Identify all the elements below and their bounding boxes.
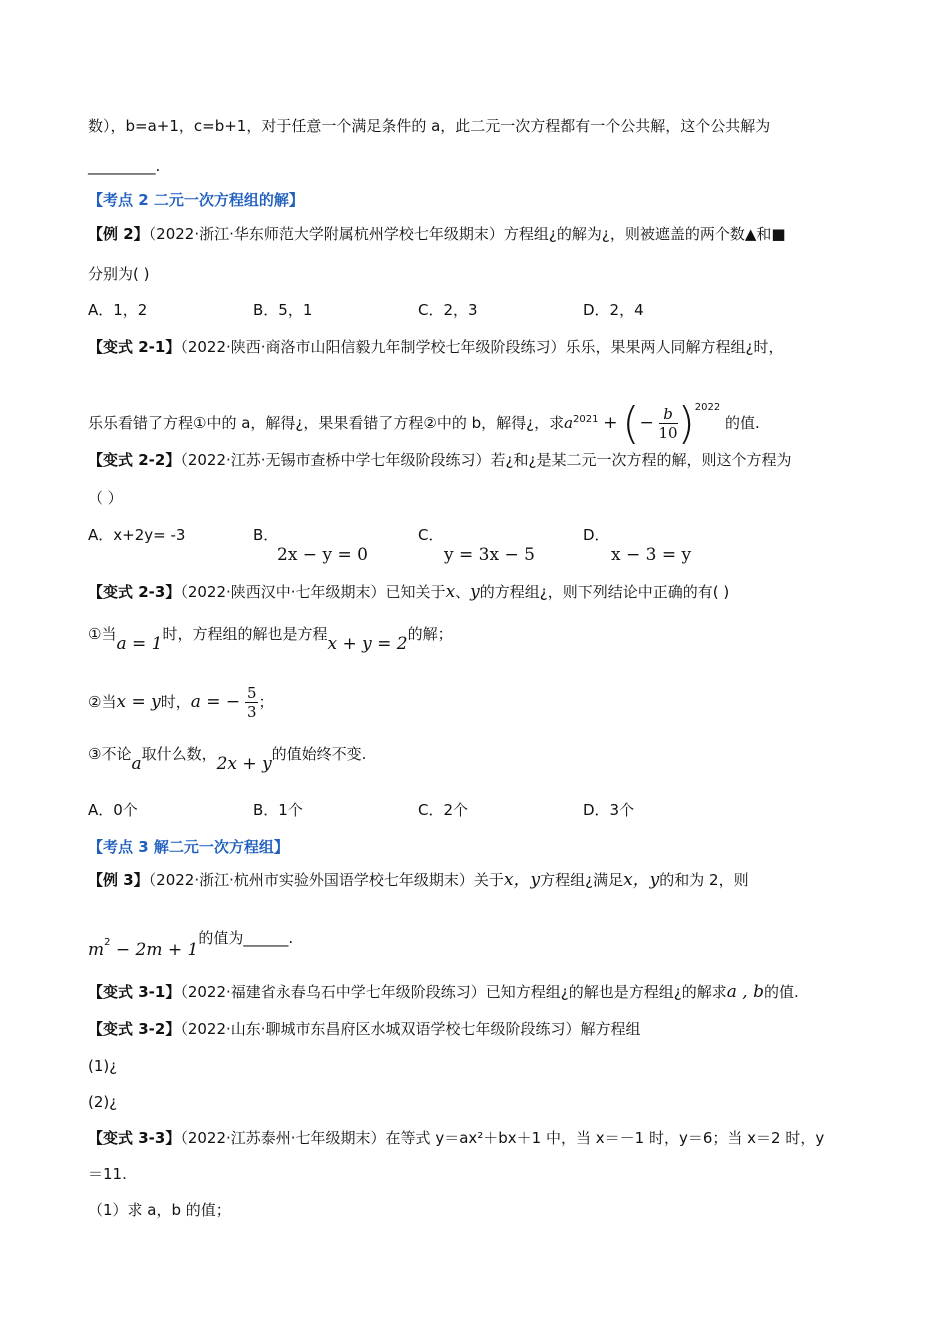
- expression-exponent: 2: [104, 937, 111, 948]
- variant-3-3-line2: ＝11.: [88, 1165, 127, 1183]
- variant-2-1-source: （2022·陕西·商洛市山阳信毅九年制学校七年级阶段练习）: [180, 338, 566, 356]
- statement-3: [88, 744, 366, 774]
- expression-rest: − 2m + 1: [110, 940, 199, 960]
- variant-2-3-line1: [88, 582, 729, 602]
- variant-3-2-part-2: (2)¿: [88, 1093, 118, 1111]
- statement-3-middle: 取什么数，: [141, 745, 217, 763]
- fraction-denominator: 3: [246, 703, 257, 721]
- example-2-option-b[interactable]: B．5，1: [253, 301, 313, 319]
- section-2-title: 【考点 2 二元一次方程组的解】: [88, 191, 304, 209]
- var-x: x: [445, 582, 456, 602]
- example-3-label: 【例 3】: [88, 871, 149, 889]
- variant-2-3-label: 【变式 2-3】: [88, 583, 181, 601]
- intro-answer-blank: _________.: [88, 157, 161, 175]
- variant-2-2-option-b[interactable]: [253, 525, 368, 565]
- option-d-label: D．: [583, 526, 610, 544]
- variant-2-2-line2: （ ）: [88, 489, 123, 507]
- example-3-y: y: [530, 870, 541, 890]
- variant-2-2-line1: [88, 450, 791, 470]
- variant-2-1-text: 乐乐，果果两人同解方程组¿时，: [565, 338, 784, 356]
- variant-3-2-line: [88, 1019, 641, 1039]
- fraction-denominator: 10: [658, 424, 678, 442]
- statement-2: [88, 682, 274, 722]
- statement-2-suffix: ；: [258, 693, 274, 711]
- example-2-option-c[interactable]: C．2，3: [418, 301, 478, 319]
- statement-3-prefix: ③不论: [88, 745, 132, 763]
- example-2-text: 方程组¿的解为¿，则被遮盖的两个数▲和■: [503, 225, 786, 243]
- variant-2-1-label: 【变式 2-1】: [88, 338, 181, 356]
- variant-2-1-text2a: 乐乐看错了方程①中的 a，解得¿，果果看错了方程②中的 b，解得¿，求: [88, 414, 565, 432]
- a-base: a: [564, 414, 574, 432]
- variant-2-2-option-a[interactable]: A．x+2y= -3: [88, 526, 186, 544]
- separator: 、: [455, 583, 471, 601]
- option-b-equation: 2x − y = 0: [277, 545, 368, 565]
- statement-1-math: a = 1: [116, 634, 163, 654]
- example-3-t1: 关于: [473, 871, 504, 889]
- statement-1-suffix: 的解；: [407, 625, 453, 643]
- example-2-line1: [88, 224, 786, 244]
- statement-3-suffix: 的值始终不变.: [271, 745, 367, 763]
- fraction-b-over-10: [659, 405, 678, 442]
- variant-3-1-tail: 的值.: [763, 983, 799, 1001]
- variant-3-1-ab: a , b: [726, 982, 764, 1002]
- variant-3-2-source: （2022·山东·聊城市东昌府区水城双语学校七年级阶段练习）: [180, 1020, 581, 1038]
- example-3-t2: 方程组¿满足: [540, 871, 624, 889]
- statement-2-middle: 时，: [160, 693, 191, 711]
- variant-2-3-source: （2022·陕西汉中·七年级期末）: [180, 583, 386, 601]
- statement-1: [88, 624, 453, 654]
- variant-2-2-source: （2022·江苏·无锡市查桥中学七年级阶段练习）: [180, 451, 491, 469]
- example-2-label: 【例 2】: [88, 225, 149, 243]
- option-b-label: B．: [253, 526, 279, 544]
- example-3-x: x，: [503, 870, 531, 890]
- paren-exponent: 2022: [694, 402, 721, 413]
- example-3-line1: [88, 870, 749, 890]
- variant-3-1-line: [88, 982, 799, 1002]
- variant-3-3-source: （2022·江苏泰州·七年级期末）: [180, 1129, 386, 1147]
- statement-2-math2: a = −: [190, 692, 241, 712]
- statement-1-prefix: ①当: [88, 625, 117, 643]
- variant-2-2-option-d[interactable]: [583, 525, 691, 565]
- intro-line: 数），b=a+1，c=b+1，对于任意一个满足条件的 a，此二元一次方程都有一个公共解，这个公共解为: [88, 117, 771, 135]
- option-c-label: C．: [418, 526, 444, 544]
- variant-3-3-line1: [88, 1128, 824, 1148]
- example-3-tail: 的值为______.: [198, 929, 294, 947]
- minus-sign: −: [639, 413, 654, 433]
- variant-2-2-label: 【变式 2-2】: [88, 451, 181, 469]
- variant-2-3-text-b: 的方程组¿，则下列结论中正确的有( ): [479, 583, 730, 601]
- section-3-title: 【考点 3 解二元一次方程组】: [88, 838, 289, 856]
- plus-sign: +: [603, 413, 618, 433]
- variant-2-2-option-c[interactable]: [418, 525, 535, 565]
- variant-2-1-text2b: 的值.: [725, 414, 760, 432]
- example-2-option-d[interactable]: D．2，4: [583, 301, 644, 319]
- variant-2-3-option-b[interactable]: B．1个: [253, 801, 303, 819]
- variant-2-2-text: 若¿和¿是某二元一次方程的解，则这个方程为: [490, 451, 792, 469]
- variant-3-1-source: （2022·福建省永春乌石中学七年级阶段练习）: [180, 983, 486, 1001]
- variant-2-3-option-d[interactable]: D．3个: [583, 801, 635, 819]
- statement-2-prefix: ②当: [88, 693, 117, 711]
- var-y: y: [470, 582, 480, 602]
- statement-2-math: x = y: [116, 692, 161, 712]
- a-exponent: 2021: [573, 414, 599, 425]
- fraction-numerator: b: [659, 405, 678, 424]
- variant-2-1-line2: [88, 378, 760, 449]
- variant-3-3-text: 在等式 y＝ax²＋bx＋1 中，当 x＝－1 时，y＝6；当 x＝2 时，y: [385, 1129, 825, 1147]
- variant-3-3-label: 【变式 3-3】: [88, 1129, 181, 1147]
- variant-3-2-label: 【变式 3-2】: [88, 1020, 181, 1038]
- example-2-line2: 分别为( ): [88, 265, 150, 283]
- example-3-t3: 的和为 2，则: [659, 871, 749, 889]
- left-paren: (: [622, 397, 640, 449]
- variant-2-3-text-a: 已知关于: [385, 583, 446, 601]
- option-d-equation: x − 3 = y: [611, 545, 692, 565]
- statement-1-math2: x + y = 2: [327, 634, 408, 654]
- example-3-source: （2022·浙江·杭州市实验外国语学校七年级期末）: [148, 871, 474, 889]
- option-c-equation: y = 3x − 5: [444, 545, 535, 565]
- example-2-option-a[interactable]: A．1，2: [88, 301, 148, 319]
- fraction-numerator: 5: [246, 684, 257, 702]
- example-3-x2: x，: [623, 870, 650, 890]
- statement-3-math2: 2x + y: [216, 754, 272, 774]
- example-3-line2: [88, 928, 293, 960]
- statement-1-middle: 时，方程组的解也是方程: [162, 625, 328, 643]
- variant-3-2-part-1: (1)¿: [88, 1057, 118, 1075]
- example-3-y2: y: [649, 870, 660, 890]
- example-2-source: （2022·浙江·华东师范大学附属杭州学校七年级期末）: [148, 225, 504, 243]
- variant-2-1-line1: [88, 337, 784, 357]
- variant-2-3-option-a[interactable]: A．0个: [88, 801, 138, 819]
- variant-3-3-question-1: （1）求 a，b 的值；: [88, 1201, 231, 1219]
- variant-3-2-text: 解方程组: [580, 1020, 641, 1038]
- fraction-5-over-3: [245, 684, 259, 721]
- right-paren: ): [677, 397, 695, 449]
- variant-3-1-text: 已知方程组¿的解也是方程组¿的解求: [485, 983, 727, 1001]
- variant-2-3-option-c[interactable]: C．2个: [418, 801, 469, 819]
- expression-m: m: [88, 940, 105, 960]
- variant-3-1-label: 【变式 3-1】: [88, 983, 181, 1001]
- statement-3-math: a: [131, 754, 142, 774]
